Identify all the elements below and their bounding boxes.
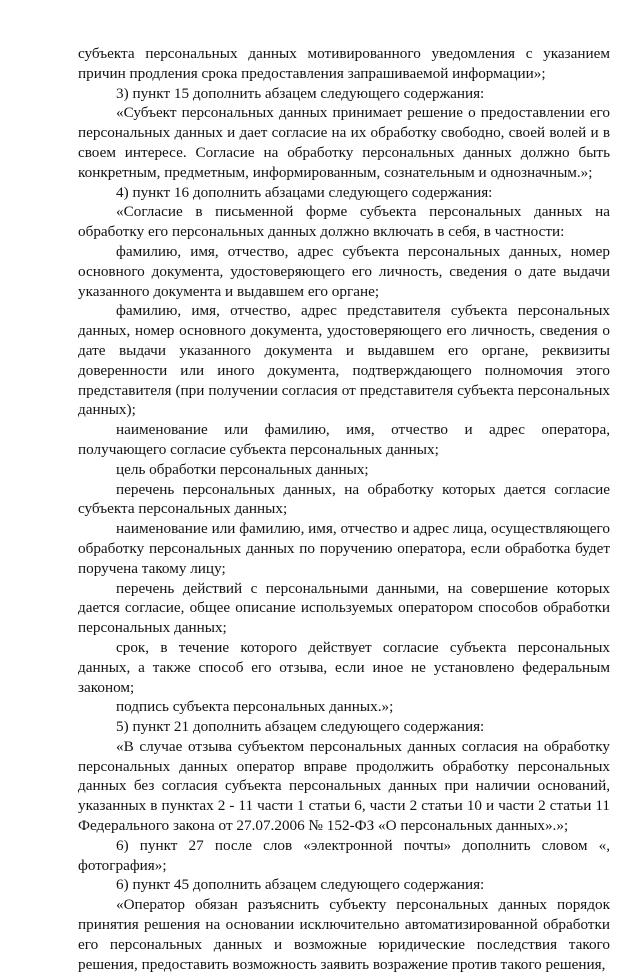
paragraph: срок, в течение которого действует согласие субъекта персональных данных, а также способ его отзыва, если иное не установлено федеральным законом;: [78, 638, 610, 696]
paragraph: перечень действий с персональными данными, на совершение которых дается согласие, общее описание используемых оператором способов обработки персональных данных;: [78, 579, 610, 637]
paragraph: наименование или фамилию, имя, отчество и адрес лица, осуществляющего обработку персональных данных по поручению оператора, если обработка будет поручена такому лицу;: [78, 520, 610, 577]
paragraph: перечень персональных данных, на обработку которых дается согласие субъекта персональных данных;: [78, 480, 610, 518]
paragraph: «В случае отзыва субъектом персональных данных согласия на обработку персональных данных оператор вправе продолжить обработку персональных данных без согласия субъекта персональных данных при наличии оснований, указанных в пунктах 2 - 11 части 1 статьи 6, части 2 статьи 10 и части 2 статьи 11 Федерального закона от 27.07.2006 № 152-ФЗ «О персональных данных».»;: [78, 737, 610, 835]
paragraph: 3) пункт 15 дополнить абзацем следующего содержания:: [116, 84, 485, 102]
paragraph: субъекта персональных данных мотивированного уведомления с указанием причин продления срока предоставления запрашиваемой информации»;: [78, 45, 610, 82]
paragraph: фамилию, имя, отчество, адрес субъекта персональных данных, номер основного документа, удостоверяющего его личность, сведения о дате выдачи указанного документа и выдавшем его органе;: [78, 242, 610, 300]
paragraph: «Субъект персональных данных принимает решение о предоставлении его персональных данных и дает согласие на их обработку свободно, своей волей и в своем интересе. Согласие на обработку персональных данных должно быть конкретным, предметным, информированным, сознательным и однозначным.»;: [78, 104, 610, 181]
paragraph: фамилию, имя, отчество, адрес представителя субъекта персональных данных, номер основного документа, удостоверяющего его личность, сведения о дате выдачи указанного документа и выдавшем его органе, реквизиты доверенности или иного документа, подтверждающего полномочия этого представителя (при получении согласия от представителя субъекта персональных данных);: [78, 302, 610, 419]
paragraph: 6) пункт 45 дополнить абзацем следующего содержания:: [116, 876, 485, 894]
paragraph: подпись субъекта персональных данных.»;: [116, 698, 394, 716]
document-body: [78, 44, 610, 974]
paragraph: наименование или фамилию, имя, отчество и адрес оператора, получающего согласие субъекта персональных данных;: [78, 421, 610, 458]
paragraph: «Оператор обязан разъяснить субъекту персональных данных порядок принятия решения на основании исключительно автоматизированной обработки его персональных данных и возможные юридические последствия такого решения, предоставить возможность заявить возражение против такого решения,: [78, 896, 610, 973]
paragraph: «Согласие в письменной форме субъекта персональных данных на обработку его персональных данных должно включать в себя, в частности:: [78, 203, 610, 241]
paragraph: цель обработки персональных данных;: [116, 460, 369, 478]
paragraph: 4) пункт 16 дополнить абзацами следующего содержания:: [116, 183, 493, 201]
paragraph: 6) пункт 27 после слов «электронной почты» дополнить словом «, фотография»;: [78, 836, 610, 874]
paragraph: 5) пункт 21 дополнить абзацем следующего содержания:: [116, 718, 485, 736]
